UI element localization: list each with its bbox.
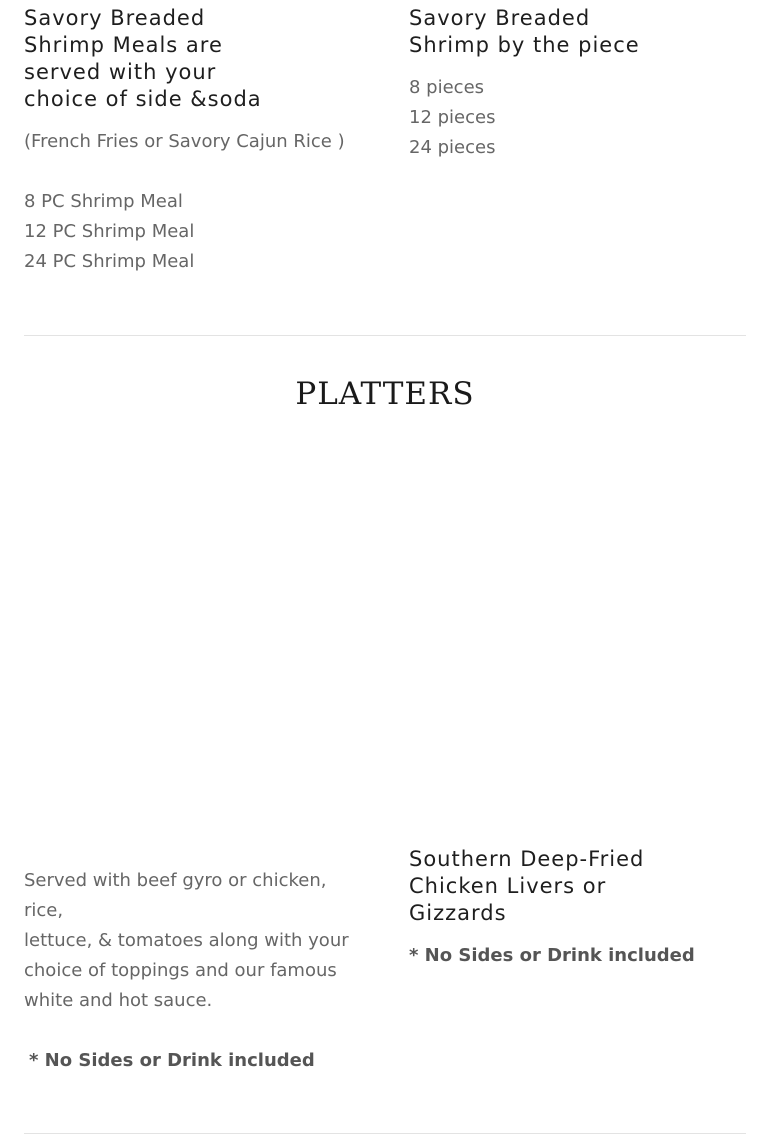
list-item: 24 pieces xyxy=(409,137,496,158)
platter-image-right xyxy=(409,450,749,830)
list-item: 12 PC Shrimp Meal xyxy=(24,221,195,242)
livers-gizzards-column xyxy=(409,846,749,971)
livers-gizzards-heading: Southern Deep-Fried Chicken Livers or Gizzards xyxy=(409,847,645,925)
list-item: 24 PC Shrimp Meal xyxy=(24,251,195,272)
description-line: Served with beef gyro or chicken, xyxy=(24,870,327,891)
shrimp-meals-heading: Savory Breaded Shrimp Meals are served with your choice of side &soda xyxy=(24,6,262,111)
shrimp-by-piece-column xyxy=(409,5,749,163)
list-item: 8 PC Shrimp Meal xyxy=(24,191,183,212)
section-divider xyxy=(24,1133,746,1134)
shrimp-pieces-list xyxy=(409,73,749,163)
gyro-platter-column xyxy=(24,866,369,1076)
sides-note: (French Fries or Savory Cajun Rice ) xyxy=(24,131,345,152)
description-line: lettuce, & tomatoes along with your xyxy=(24,930,349,951)
gyro-platter-description xyxy=(24,866,369,1016)
platter-image-left xyxy=(24,450,364,830)
shrimp-meals-list xyxy=(24,187,364,277)
description-line: rice, xyxy=(24,900,64,921)
no-sides-note: * No Sides or Drink included xyxy=(29,1050,315,1071)
no-sides-note: * No Sides or Drink included xyxy=(409,945,695,966)
description-line: white and hot sauce. xyxy=(24,990,213,1011)
list-item: 12 pieces xyxy=(409,107,496,128)
description-line: choice of toppings and our famous xyxy=(24,960,337,981)
shrimp-meals-column xyxy=(24,5,364,277)
platters-title: PLATTERS xyxy=(295,376,475,412)
section-divider xyxy=(24,335,746,336)
shrimp-by-piece-heading: Savory Breaded Shrimp by the piece xyxy=(409,6,640,57)
list-item: 8 pieces xyxy=(409,77,485,98)
